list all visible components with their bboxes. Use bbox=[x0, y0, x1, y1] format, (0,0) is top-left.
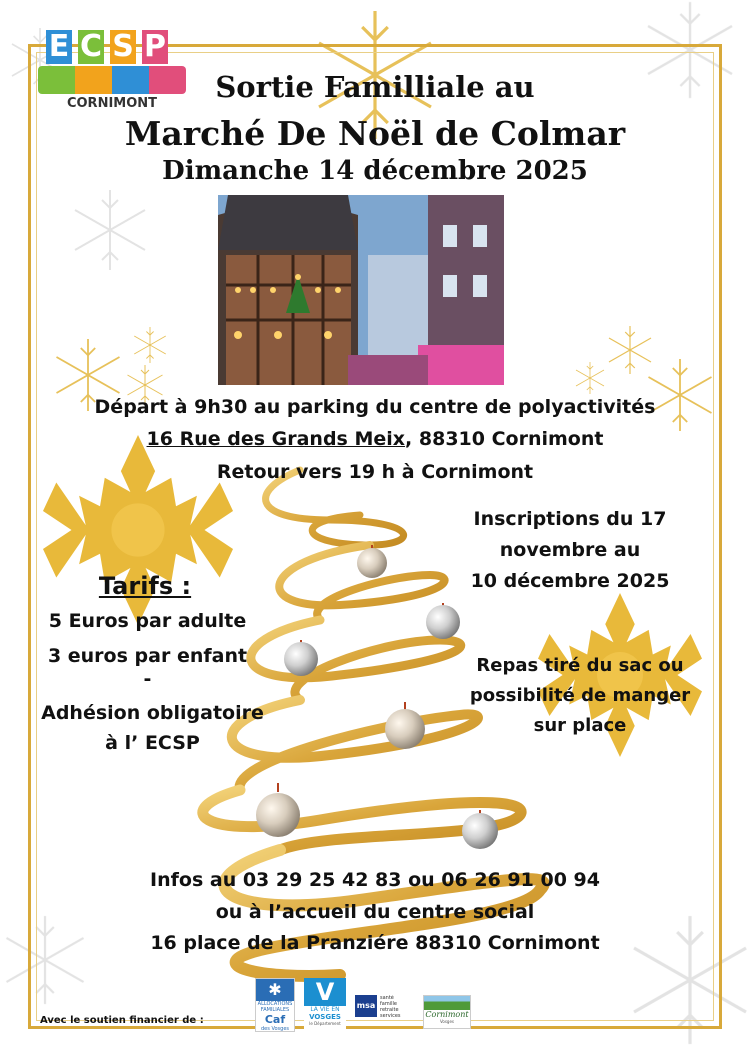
colmar-photo-illustration bbox=[218, 195, 504, 385]
support-label: Avec le soutien financier de : bbox=[40, 1015, 204, 1026]
vosges-logo-line-2: VOSGES bbox=[309, 1013, 341, 1021]
msa-logo-mark: msa bbox=[355, 995, 377, 1017]
meal-line-3: sur place bbox=[533, 715, 627, 736]
logo-letter-s: S bbox=[110, 30, 136, 64]
meal-line-2: possibilité de manger bbox=[469, 685, 691, 706]
caf-logo-emblem: ✱ bbox=[256, 979, 294, 1001]
caf-logo-line-1: ALLOCATIONS bbox=[257, 1001, 293, 1007]
meal-line-1: Repas tiré du sac ou bbox=[476, 655, 684, 676]
title-line-2: Marché De Noël de Colmar bbox=[124, 114, 626, 153]
caf-logo-line-2: FAMILIALES bbox=[260, 1007, 290, 1013]
infos-phone: Infos au 03 29 25 42 83 ou 06 26 91 00 94 bbox=[150, 869, 600, 891]
vosges-logo bbox=[304, 978, 346, 1032]
logo-letter-e: E bbox=[46, 30, 72, 64]
registration-line-1: Inscriptions du 17 bbox=[473, 508, 667, 530]
return-line: Retour vers 19 h à Cornimont bbox=[216, 461, 534, 483]
colmar-photo bbox=[218, 195, 504, 385]
msa-logo-line-4: services bbox=[380, 1013, 401, 1019]
membership-line-1: Adhésion obligatoire bbox=[41, 702, 264, 724]
msa-logo bbox=[355, 995, 407, 1019]
departure-street: 16 Rue des Grands Meix bbox=[146, 428, 406, 450]
cornimont-logo-name: Cornimont bbox=[425, 1010, 469, 1019]
title-date: Dimanche 14 décembre 2025 bbox=[162, 156, 588, 186]
caf-logo-line-4: des Vosges bbox=[261, 1026, 289, 1032]
logo-letter-p: P bbox=[144, 29, 166, 64]
tarif-child: 3 euros par enfant bbox=[47, 645, 248, 667]
caf-logo bbox=[255, 978, 295, 1032]
departure-address bbox=[20, 428, 730, 450]
cornimont-logo bbox=[423, 995, 471, 1029]
infos-address: 16 place de la Pranziére 88310 Cornimont bbox=[150, 932, 600, 954]
cornimont-logo-hills bbox=[424, 996, 470, 1010]
logo-town: CORNIMONT bbox=[66, 96, 158, 111]
departure-line: Départ à 9h30 au parking du centre de polyactivités bbox=[94, 396, 656, 418]
registration-line-2: novembre au bbox=[499, 539, 641, 561]
cornimont-logo-region: Vosges bbox=[439, 1019, 455, 1024]
msa-logo-line-1: santé bbox=[380, 995, 394, 1001]
tarif-adult: 5 Euros par adulte bbox=[48, 610, 247, 632]
title-line-1: Sortie Familliale au bbox=[215, 70, 535, 104]
departure-city: , 88310 Cornimont bbox=[405, 428, 604, 450]
msa-logo-line-2: famille bbox=[380, 1001, 397, 1007]
tarifs-heading: Tarifs : bbox=[98, 572, 192, 600]
vosges-logo-letter: V bbox=[304, 978, 346, 1006]
vosges-logo-line-3: le Département bbox=[309, 1021, 341, 1026]
vosges-logo-line-1: LA VIE EN bbox=[310, 1006, 340, 1013]
caf-logo-line-3: Caf bbox=[264, 1013, 286, 1026]
infos-social-center: ou à l’accueil du centre social bbox=[215, 901, 535, 923]
membership-line-2: à l’ ECSP bbox=[105, 732, 200, 754]
registration-line-3: 10 décembre 2025 bbox=[470, 570, 670, 592]
logo-letter-c: C bbox=[79, 29, 103, 64]
msa-logo-line-3: retraite bbox=[380, 1007, 399, 1013]
tarif-dash: - bbox=[143, 668, 152, 690]
